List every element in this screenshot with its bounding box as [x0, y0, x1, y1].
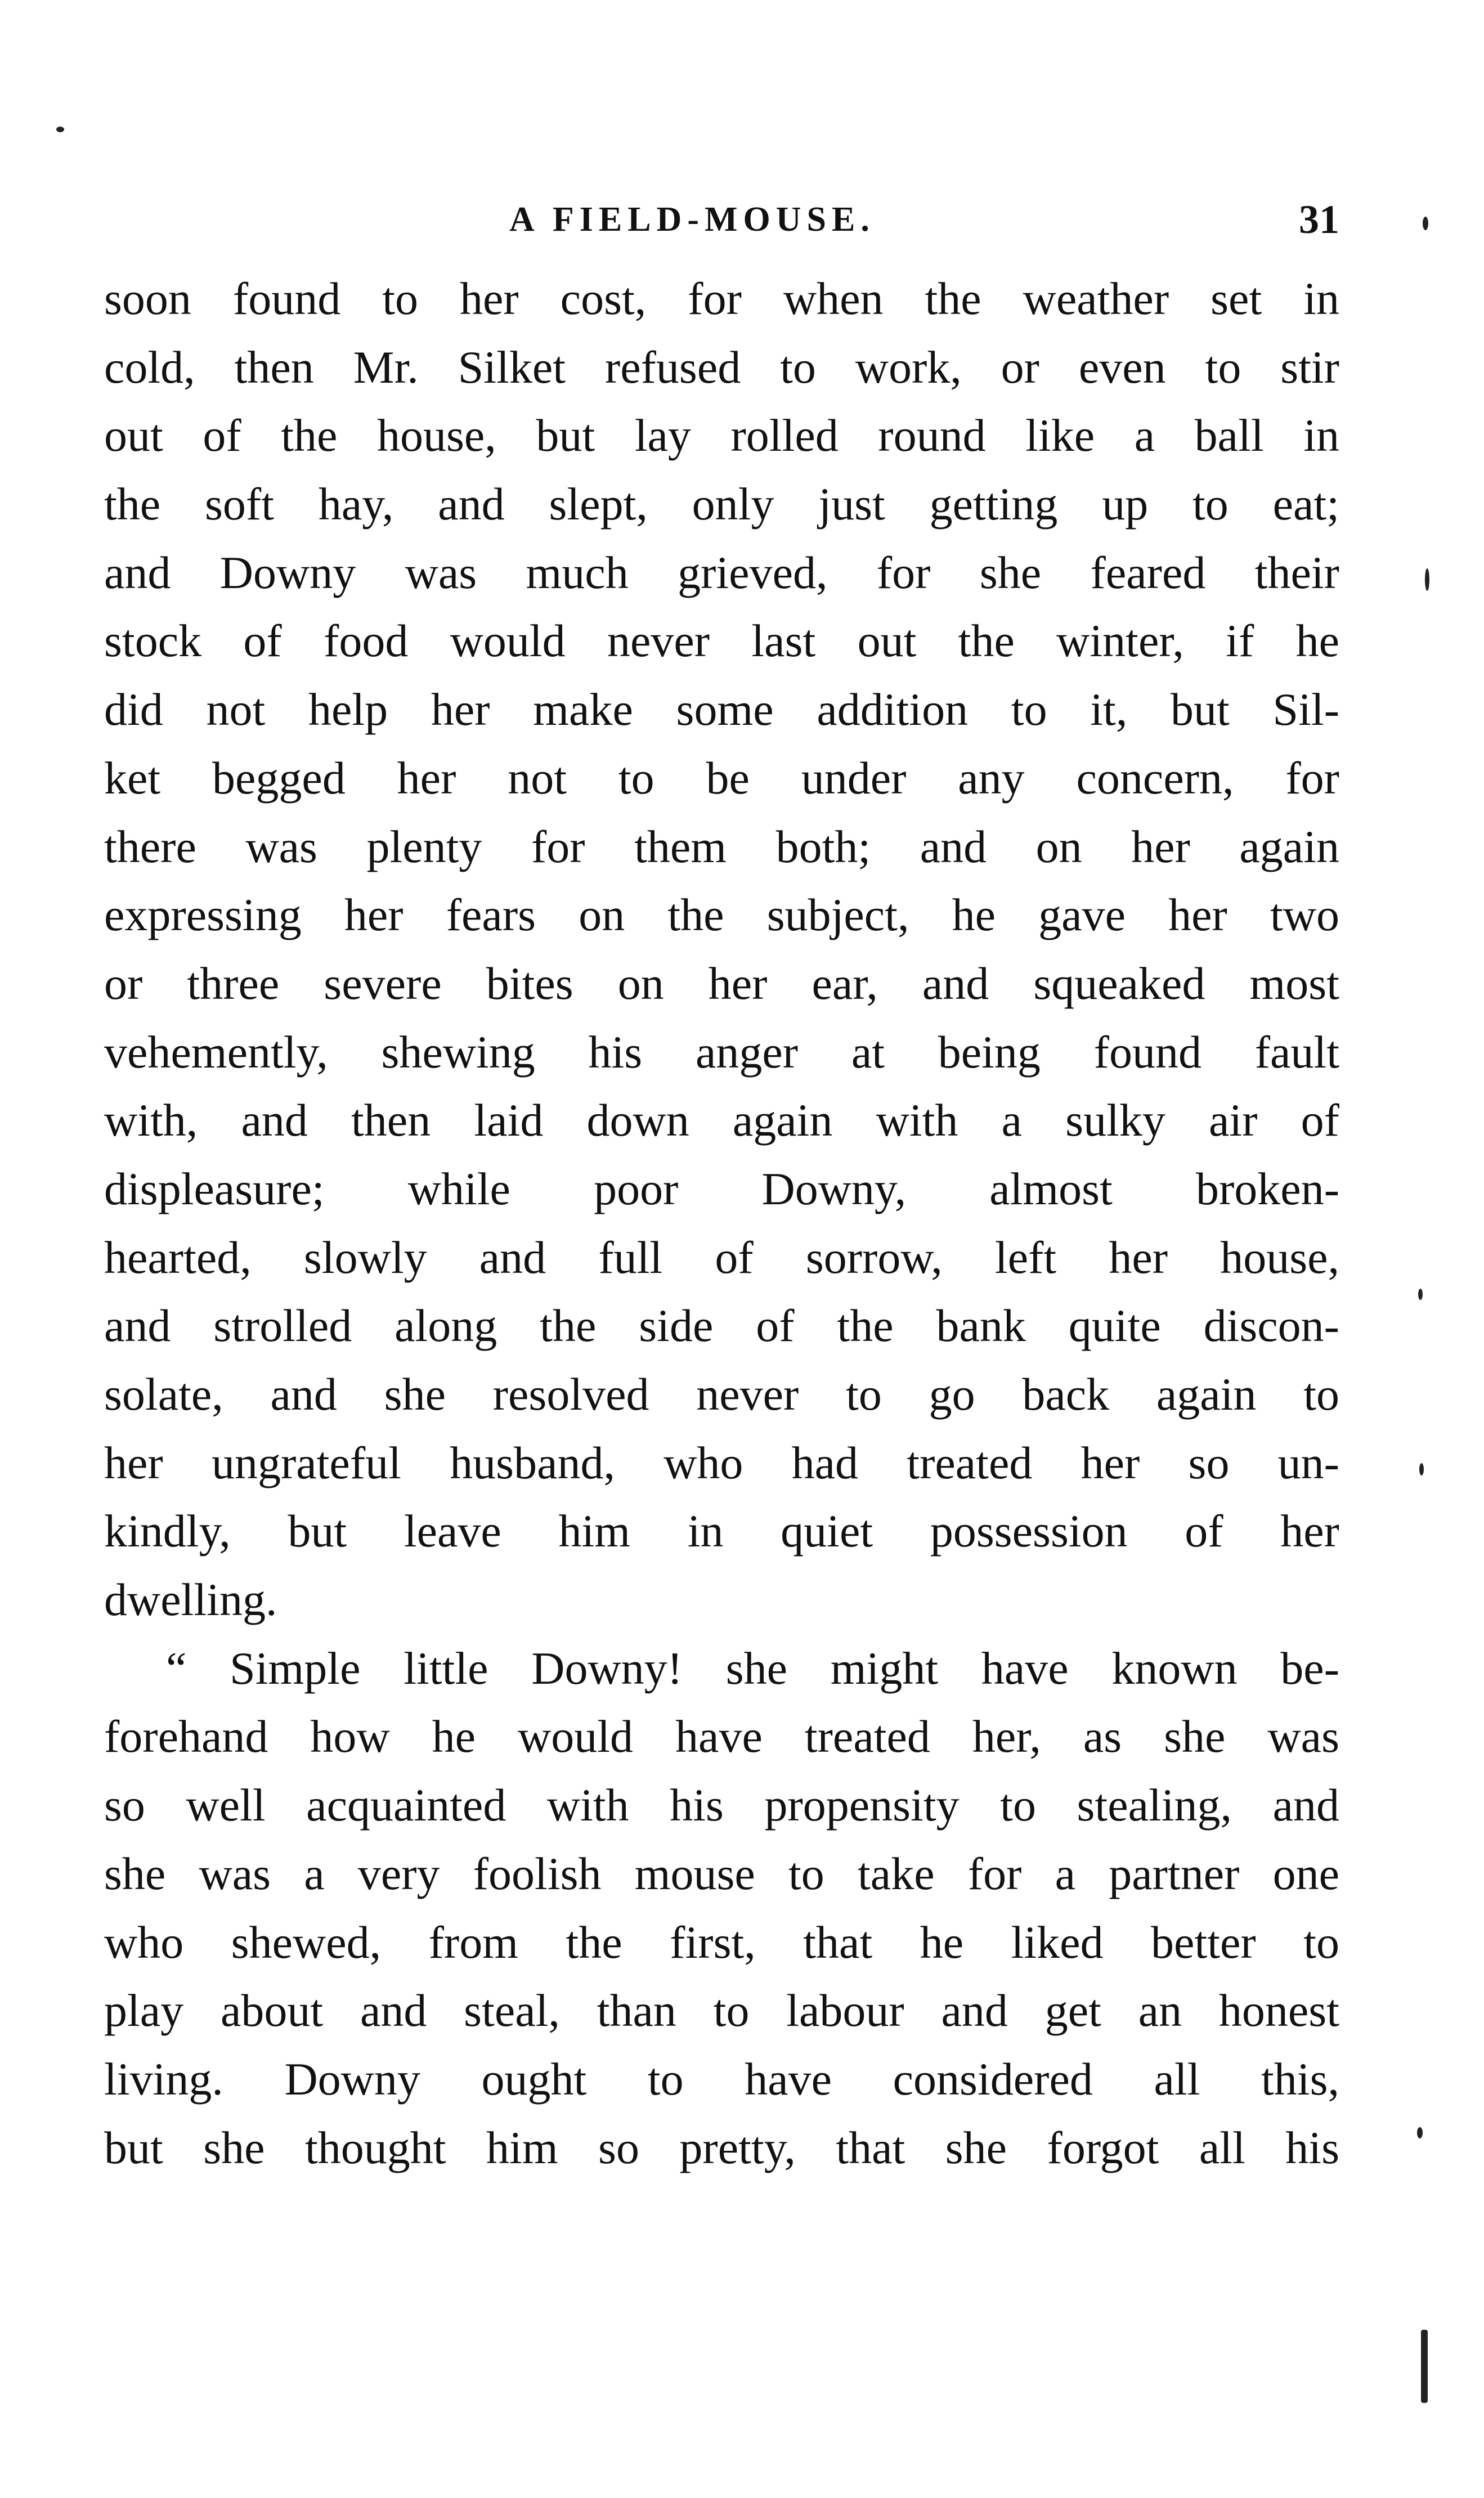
- scan-speck: [1421, 2330, 1428, 2403]
- text-line: forehand how he would have treated her, as she was: [104, 1711, 1339, 1762]
- text-line: and strolled along the side of the bank quite discon-: [104, 1300, 1339, 1352]
- text-line: vehemently, shewing his anger at being found fault: [104, 1026, 1339, 1078]
- text-line: ket begged her not to be under any concern, for: [104, 752, 1339, 804]
- running-head: A FIELD-MOUSE.: [509, 200, 875, 239]
- text-line: solate, and she resolved never to go back again to: [104, 1369, 1339, 1420]
- text-line: dwelling.: [104, 1574, 277, 1626]
- text-line: stock of food would never last out the winter, if he: [104, 615, 1339, 667]
- page-header: [104, 197, 1339, 250]
- scan-speck: [1419, 1463, 1424, 1476]
- page-number: 31: [1299, 197, 1339, 242]
- text-line: she was a very foolish mouse to take for a partner one: [104, 1847, 1339, 1899]
- text-line: displeasure; while poor Downy, almost broken-: [104, 1163, 1339, 1214]
- text-line: there was plenty for them both; and on her again: [104, 820, 1339, 872]
- text-line: out of the house, but lay rolled round like a ball in: [104, 410, 1339, 461]
- text-line: but she thought him so pretty, that she forgot all his: [104, 2122, 1339, 2173]
- text-line: hearted, slowly and full of sorrow, left her house,: [104, 1231, 1339, 1283]
- text-line: kindly, but leave him in quiet possession of her: [104, 1505, 1339, 1557]
- text-line: expressing her fears on the subject, he gave her two: [104, 889, 1339, 941]
- page-body-text: [104, 264, 1339, 2182]
- text-line: so well acquainted with his propensity to stealing, and: [104, 1779, 1339, 1831]
- text-line: or three severe bites on her ear, and squeaked most: [104, 957, 1339, 1009]
- text-line: play about and steal, than to labour and get an honest: [104, 1985, 1339, 2037]
- text-line: “ Simple little Downy! she might have known be-: [166, 1642, 1339, 1694]
- text-line: and Downy was much grieved, for she feared their: [104, 546, 1339, 598]
- text-line: living. Downy ought to have considered all this,: [104, 2053, 1339, 2105]
- scan-speck: [1423, 217, 1428, 230]
- text-line: soon found to her cost, for when the weather set in: [104, 273, 1339, 324]
- text-line: cold, then Mr. Silket refused to work, or even to stir: [104, 341, 1339, 393]
- text-line: the soft hay, and slept, only just getting up to eat;: [104, 478, 1339, 530]
- text-line: with, and then laid down again with a sulky air of: [104, 1095, 1339, 1146]
- scan-speck: [56, 127, 64, 132]
- scan-speck: [1417, 2127, 1423, 2138]
- text-line: her ungrateful husband, who had treated her so un-: [104, 1437, 1339, 1488]
- text-line: who shewed, from the first, that he liked better to: [104, 1916, 1339, 1968]
- scan-speck: [1425, 568, 1429, 591]
- text-line: did not help her make some addition to it, but Sil-: [104, 684, 1339, 736]
- scan-speck: [1418, 1289, 1423, 1300]
